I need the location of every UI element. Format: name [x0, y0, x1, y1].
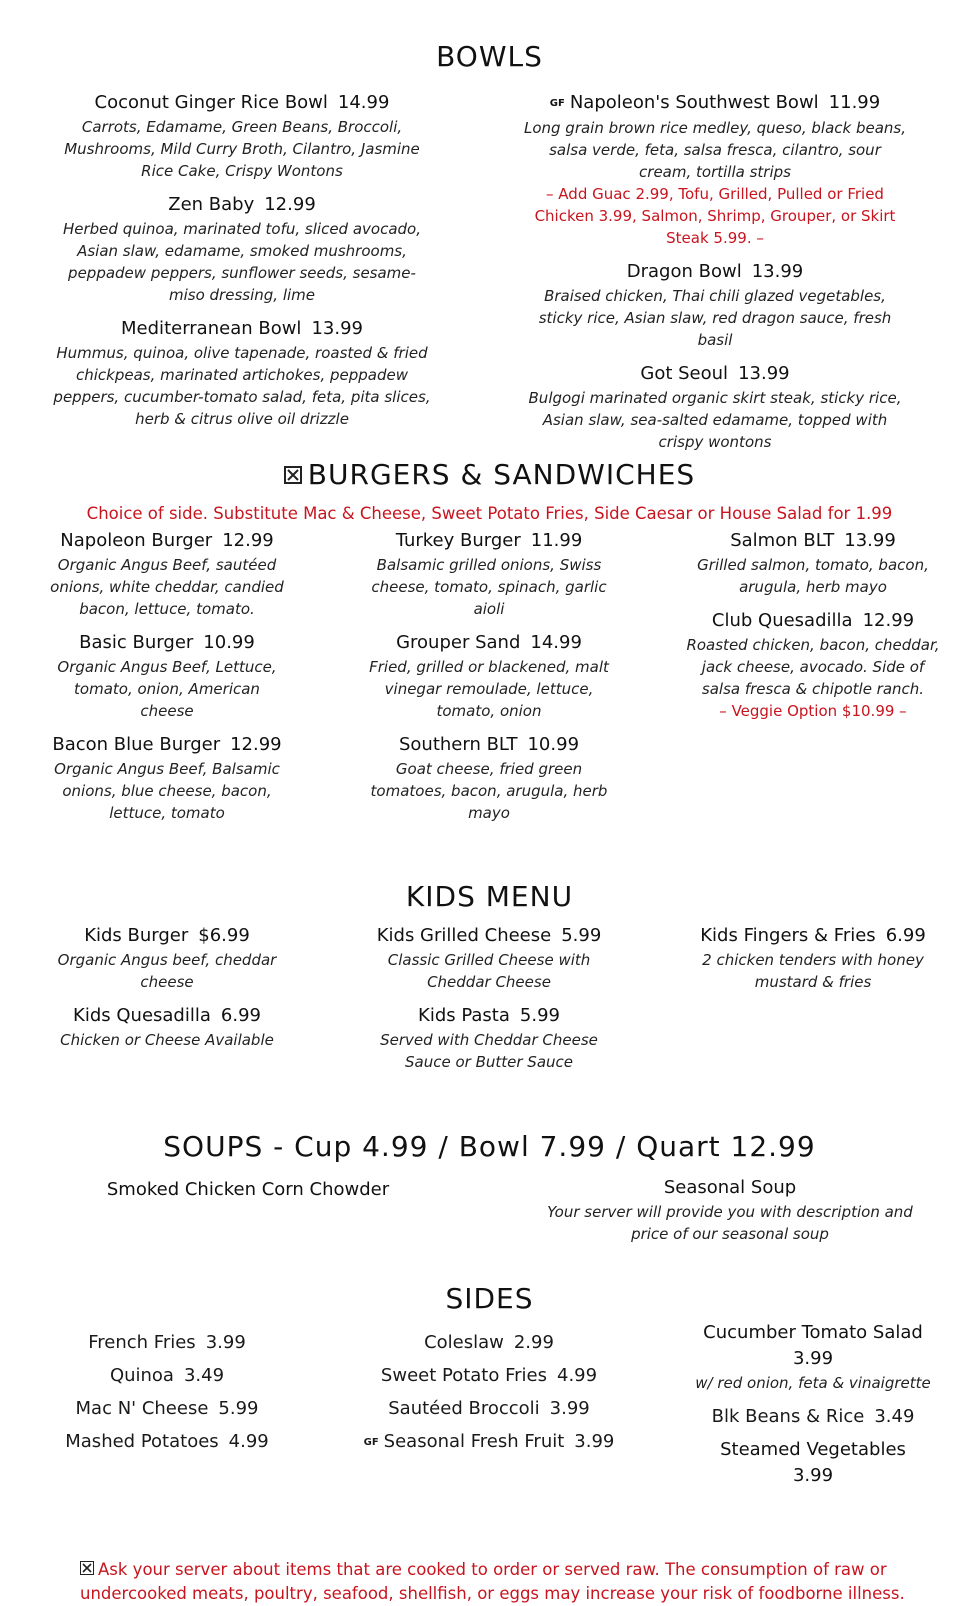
burgers-title [0, 458, 979, 491]
item-name: Kids Fingers & Fries [700, 925, 876, 946]
item-description: Organic Angus Beef, Lettuce, tomato, onion, American cheese [57, 658, 277, 720]
item-description: Herbed quinoa, marinated tofu, sliced avocado, Asian slaw, edamame, smoked mushrooms, peppadew peppers, sunflower seeds, sesame-miso dressing, lime [62, 220, 421, 304]
bowls-title: BOWLS [436, 40, 543, 73]
side-price: 3.99 [205, 1332, 246, 1353]
menu-item [50, 732, 284, 824]
side-item [348, 1396, 630, 1422]
item-price: 5.99 [519, 1005, 560, 1026]
menu-item [50, 923, 284, 993]
side-price: 3.49 [874, 1406, 915, 1427]
side-item [50, 1363, 284, 1389]
menu-item [523, 361, 907, 453]
gluten-free-badge: GF [549, 98, 565, 109]
disclaimer-text: Ask your server about items that are cooked to order or served raw. The consumption of raw or undercooked meats, poultry, seafood, shellfish, or eggs may increase your risk of foodborne illness. [80, 1560, 905, 1603]
menu-item [52, 90, 432, 182]
side-price: 3.99 [792, 1465, 834, 1486]
soup-name: Seasonal Soup [663, 1177, 797, 1198]
item-price: 13.99 [751, 261, 804, 282]
soups-left-column [90, 1177, 406, 1203]
item-name: Dragon Bowl [626, 261, 742, 282]
item-price: 12.99 [222, 530, 274, 551]
item-name: Southern BLT [398, 734, 518, 755]
item-description: Braised chicken, Thai chili glazed vegetables, sticky rice, Asian slaw, red dragon sauce, fresh basil [538, 287, 892, 349]
item-description: Classic Grilled Cheese with Cheddar Cheese [387, 951, 591, 991]
item-name: Grouper Sand [396, 632, 521, 653]
side-name: Quinoa [109, 1365, 174, 1386]
side-price: 3.99 [792, 1348, 834, 1369]
item-name: Bacon Blue Burger [52, 734, 221, 755]
item-price: 10.99 [203, 632, 255, 653]
item-name: Kids Pasta [418, 1005, 510, 1026]
sides-column-1 [50, 1330, 284, 1462]
menu-item [50, 1003, 284, 1051]
side-name: Mac N' Cheese [75, 1398, 209, 1419]
item-price: 12.99 [862, 610, 915, 631]
side-name: Steamed Vegetables [720, 1439, 906, 1460]
menu-item [363, 528, 615, 620]
side-description: w/ red onion, feta & vinaigrette [695, 1374, 931, 1392]
side-item [348, 1363, 630, 1389]
side-item [348, 1429, 630, 1456]
item-price: 13.99 [738, 363, 790, 384]
soup-description: Your server will provide you with description and price of our seasonal soup [547, 1203, 913, 1243]
menu-item [363, 732, 615, 824]
menu-item [52, 316, 432, 430]
item-price: 11.99 [828, 92, 881, 113]
item-description: Bulgogi marinated organic skirt steak, sticky rice, Asian slaw, sea-salted edamame, topped with crispy wontons [528, 389, 902, 451]
side-price: 5.99 [218, 1398, 259, 1419]
item-description: Organic Angus Beef, sautéed onions, white cheddar, candied bacon, lettuce, tomato. [50, 556, 284, 618]
item-price: 11.99 [530, 530, 583, 551]
menu-item [363, 630, 615, 722]
side-item [50, 1429, 284, 1455]
item-name: Kids Burger [84, 925, 189, 946]
burgers-column-3 [682, 528, 944, 732]
side-name: Blk Beans & Rice [711, 1406, 865, 1427]
sides-column-3 [682, 1320, 944, 1499]
side-price: 4.99 [228, 1431, 269, 1452]
bowls-left-column [52, 90, 432, 440]
item-description: Goat cheese, fried green tomatoes, bacon, arugula, herb mayo [370, 760, 608, 822]
kids-title: KIDS MENU [405, 880, 574, 913]
item-description: Organic Angus Beef, Balsamic onions, blue cheese, bacon, lettuce, tomato [54, 760, 280, 822]
side-item [682, 1437, 944, 1489]
add-ons-note: – Add Guac 2.99, Tofu, Grilled, Pulled or Fried Chicken 3.99, Salmon, Shrimp, Grouper, or Skirt Steak 5.99. – [534, 185, 896, 247]
item-description: Chicken or Cheese Available [60, 1031, 274, 1049]
item-name: Club Quesadilla [711, 610, 853, 631]
item-price: 12.99 [230, 734, 282, 755]
item-description: 2 chicken tenders with honey mustard & fries [702, 951, 924, 991]
soups-right-column [538, 1175, 922, 1245]
item-price: $6.99 [198, 925, 250, 946]
menu-item [363, 923, 615, 993]
item-price: 6.99 [885, 925, 926, 946]
item-name: Napoleon's Southwest Bowl [569, 92, 819, 113]
side-item [682, 1404, 944, 1430]
sides-title: SIDES [445, 1282, 534, 1315]
side-price: 4.99 [557, 1365, 598, 1386]
menu-item [50, 528, 284, 620]
sides-column-2 [348, 1330, 630, 1463]
soup-name: Smoked Chicken Corn Chowder [106, 1179, 390, 1200]
item-description: Roasted chicken, bacon, cheddar, jack cheese, avocado. Side of salsa fresca & chipotle ranch. [686, 636, 940, 698]
item-price: 14.99 [530, 632, 582, 653]
item-name: Zen Baby [168, 194, 255, 215]
item-name: Mediterranean Bowl [121, 318, 302, 339]
menu-item [682, 923, 944, 993]
side-item [682, 1320, 944, 1394]
menu-item [52, 192, 432, 306]
item-description: Long grain brown rice medley, queso, black beans, salsa verde, feta, salsa fresca, cilantro, sour cream, tortilla strips [523, 119, 907, 181]
side-name: Seasonal Fresh Fruit [383, 1431, 565, 1452]
item-description: Hummus, quinoa, olive tapenade, roasted & fried chickpeas, marinated artichokes, peppadew peppers, cucumber-tomato salad, feta, pita slices, herb & citrus olive oil drizzle [53, 344, 431, 428]
kids-column-3 [682, 923, 944, 1003]
veggie-option-note: – Veggie Option $10.99 – [719, 702, 907, 720]
item-name: Turkey Burger [395, 530, 521, 551]
menu-item [523, 90, 907, 249]
item-name: Got Seoul [640, 363, 729, 384]
side-item [50, 1330, 284, 1356]
item-price: 14.99 [337, 92, 390, 113]
item-name: Basic Burger [79, 632, 194, 653]
item-price: 12.99 [264, 194, 316, 215]
burgers-column-1 [50, 528, 284, 834]
menu-item [363, 1003, 615, 1073]
menu-item [682, 528, 944, 598]
raw-food-disclaimer [80, 1558, 910, 1606]
gluten-free-badge: GF [363, 1437, 379, 1448]
side-name: French Fries [88, 1332, 196, 1353]
item-name: Coconut Ginger Rice Bowl [94, 92, 328, 113]
side-price: 3.49 [183, 1365, 225, 1386]
item-description: Served with Cheddar Cheese Sauce or Butter Sauce [380, 1031, 598, 1071]
item-price: 6.99 [220, 1005, 261, 1026]
item-name: Kids Grilled Cheese [376, 925, 552, 946]
kids-column-1 [50, 923, 284, 1061]
item-price: 13.99 [311, 318, 363, 339]
item-price: 5.99 [561, 925, 602, 946]
side-name: Coleslaw [424, 1332, 504, 1353]
item-price: 10.99 [527, 734, 580, 755]
soups-title: SOUPS - Cup 4.99 / Bowl 7.99 / Quart 12.99 [163, 1130, 816, 1163]
item-description: Grilled salmon, tomato, bacon, arugula, herb mayo [697, 556, 929, 596]
item-description: Organic Angus beef, cheddar cheese [57, 951, 277, 991]
side-name: Sautéed Broccoli [388, 1398, 540, 1419]
menu-item [523, 259, 907, 351]
item-price: 13.99 [844, 530, 896, 551]
kids-column-2 [363, 923, 615, 1083]
side-item [50, 1396, 284, 1422]
side-price: 3.99 [574, 1431, 615, 1452]
item-name: Napoleon Burger [60, 530, 213, 551]
side-price: 2.99 [513, 1332, 554, 1353]
item-description: Balsamic grilled onions, Swiss cheese, tomato, spinach, garlic aioli [371, 556, 607, 618]
item-name: Kids Quesadilla [73, 1005, 211, 1026]
item-description: Fried, grilled or blackened, malt vinegar remoulade, lettuce, tomato, onion [369, 658, 609, 720]
menu-item [682, 608, 944, 722]
burgers-title-text: BURGERS & SANDWICHES [307, 458, 696, 491]
raw-warning-icon [80, 1561, 94, 1575]
menu-item [50, 630, 284, 722]
item-name: Salmon BLT [730, 530, 835, 551]
burgers-subtitle: Choice of side. Substitute Mac & Cheese, Sweet Potato Fries, Side Caesar or House Salad for 1.99 [86, 504, 893, 523]
burgers-column-2 [363, 528, 615, 834]
side-price: 3.99 [549, 1398, 590, 1419]
item-description: Carrots, Edamame, Green Beans, Broccoli, Mushrooms, Mild Curry Broth, Cilantro, Jasmine Rice Cake, Crispy Wontons [64, 118, 420, 180]
side-item [348, 1330, 630, 1356]
side-name: Mashed Potatoes [65, 1431, 219, 1452]
raw-warning-icon [284, 466, 302, 484]
side-name: Cucumber Tomato Salad [703, 1322, 923, 1343]
side-name: Sweet Potato Fries [380, 1365, 547, 1386]
bowls-right-column [523, 90, 907, 463]
